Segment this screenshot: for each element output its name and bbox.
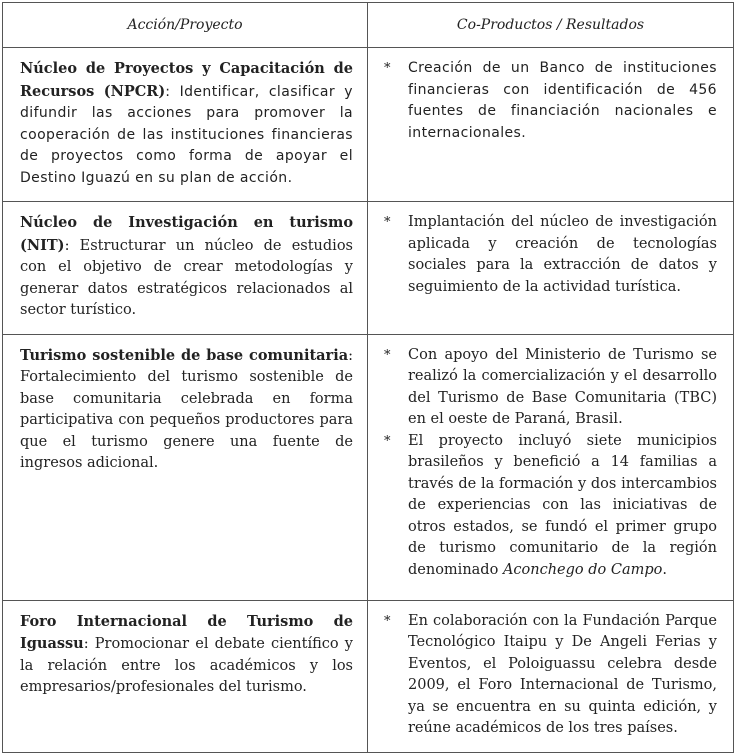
result-text: Implantación del núcleo de investigación aplicada y creación de tecnologías sociales para la extracción de datos y seguimiento de la actividad turística.: [408, 214, 717, 295]
action-name: Núcleo de Investigación en turismo (NIT): [20, 214, 353, 254]
result-item: [384, 58, 717, 144]
action-description: : Estructurar un núcleo de estudios con el objetivo de crear metodologías y generar datos estratégicos relacionados al sector turístico.: [20, 237, 353, 318]
result-cell: [368, 202, 734, 335]
action-cell: [3, 600, 368, 752]
action-cell: [3, 48, 368, 202]
result-item: [384, 345, 717, 431]
action-name: Foro Internacional de Turismo de Iguassu: [20, 612, 353, 652]
table-row: [3, 334, 734, 600]
bullet-mark: *: [384, 433, 391, 449]
table-row: [3, 48, 734, 202]
header-action: Acción/Proyecto: [3, 3, 368, 48]
bullet-mark: *: [384, 347, 391, 363]
result-item: [384, 212, 717, 298]
bullet-mark: *: [384, 613, 391, 629]
bullet-mark: *: [384, 215, 391, 230]
action-cell: [3, 334, 368, 600]
action-cell: [3, 202, 368, 335]
action-name: Núcleo de Proyectos y Capacitación de Recursos (NPCR): [20, 60, 353, 100]
result-text: Con apoyo del Ministerio de Turismo se realizó la comercialización y el desarrollo del Turismo de Base Comunitaria (TBC) en el oeste de Paraná, Brasil.: [408, 346, 717, 427]
header-row: [3, 3, 734, 48]
result-cell: [368, 334, 734, 600]
result-cell: [368, 48, 734, 202]
table-row: [3, 202, 734, 335]
result-text: En colaboración con la Fundación Parque Tecnológico Itaipu y De Angeli Ferias y Eventos, el Poloiguassu celebra desde 2009, el Foro Internacional de Turismo, ya se encuentra en su quinta edición, y reúne académicos de los tres países.: [408, 612, 717, 736]
bullet-mark: *: [384, 61, 391, 76]
result-cell: [368, 600, 734, 752]
action-name: Turismo sostenible de base comunitaria: [20, 346, 349, 364]
result-text: Creación de un Banco de instituciones financieras con identificación de 456 fuentes de financiación nacionales e internacionales.: [408, 60, 717, 141]
header-results: Co-Productos / Resultados: [368, 3, 734, 48]
table-row: [3, 600, 734, 752]
action-description: : Identificar, clasificar y difundir las acciones para promover la cooperación de las instituciones financieras de proyectos como forma de apoyar el Destino Iguazú en su plan de acción.: [20, 83, 353, 186]
result-end: .: [662, 561, 667, 578]
action-description: : Fortalecimiento del turismo sostenible de base comunitaria celebrada en forma participativa con pequeños productores para que el turismo genere una fuente de ingresos adicional.: [20, 347, 353, 471]
result-item: [384, 611, 717, 740]
action-description: : Promocionar el debate científico y la relación entre los académicos y los empresarios/profesionales del turismo.: [20, 636, 353, 695]
projects-table: [2, 2, 734, 753]
result-italic-name: Aconchego do Campo: [502, 561, 663, 578]
result-text-wrap: [408, 431, 717, 582]
result-item: [384, 431, 717, 582]
result-text: El proyecto incluyó siete municipios brasileños y benefició a 14 familias a través de la formación y dos intercambios de experiencias con las iniciativas de otros estados, se fundó el primer grupo de turismo comunitario de la región denominado: [408, 432, 717, 578]
